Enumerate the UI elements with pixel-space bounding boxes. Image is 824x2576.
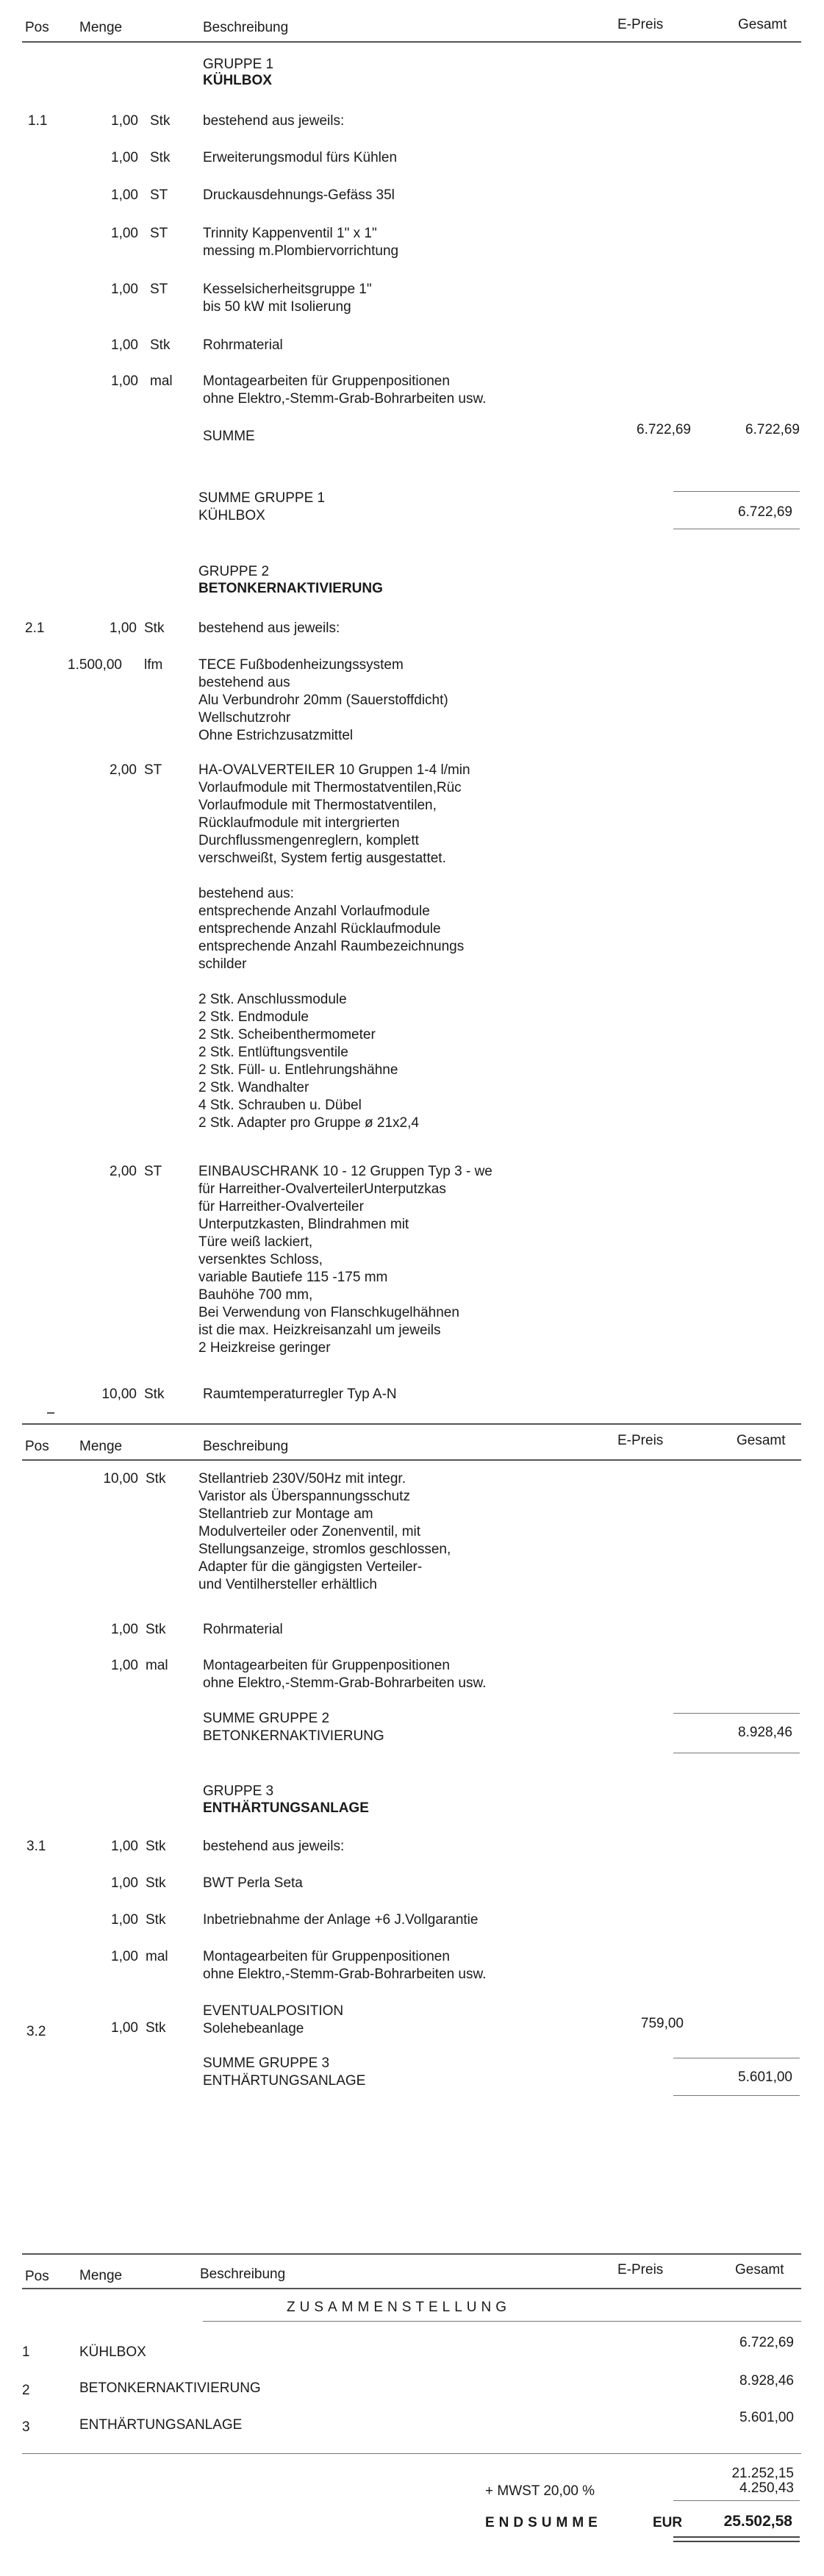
header-menge: Menge [79,1439,123,1454]
quantity: 1,00 [111,373,138,389]
header-gesamt: Gesamt [737,1433,786,1448]
item-description: Trinnity Kappenventil 1" x 1" messing m.Plombiervorrichtung [203,226,399,259]
unit: mal [146,1949,168,1964]
header-beschreibung: Beschreibung [203,1439,289,1454]
unit: Stk [146,1912,166,1928]
item-description: TECE Fußbodenheizungssystem bestehend aus Alu Verbundrohr 20mm (Sauerstoffdicht) Wellschutzrohr Ohne Estrichzusatzmittel [198,657,448,743]
group-name: BETONKERNAKTIVIERUNG [198,581,383,596]
position-number: 1.1 [28,113,48,129]
header-gesamt: Gesamt [738,17,787,32]
group-sum-value: 8.928,46 [738,1725,792,1740]
group-name: ENTHÄRTUNGSANLAGE [203,1800,369,1816]
quantity: 2,00 [110,762,137,778]
page-break-rule [22,2253,801,2255]
group-sum-label: SUMME GRUPPE 2 BETONKERNAKTIVIERUNG [203,1711,384,1744]
item-description: Stellantrieb 230V/50Hz mit integr. Varistor als Überspannungsschutz Stellantrieb zur Montage am Modulverteiler oder Zonenventil, mit Stellungsanzeige, stromlos geschlossen, Adapter für die gängigsten Verteiler- und Ventilhersteller erhältlich [198,1471,451,1592]
summary-rule [22,2453,801,2454]
subtotal-rule [673,491,800,492]
subtotal-rule [673,1713,800,1714]
quantity: 2,00 [110,1164,137,1179]
unit: ST [144,762,162,778]
quantity: 10,00 [103,1471,138,1486]
item-description: BWT Perla Seta [203,1875,303,1891]
header-rule [22,41,801,43]
quantity: 1,00 [111,1912,138,1928]
unit: Stk [150,150,171,165]
group-sum-value: 5.601,00 [738,2069,792,2085]
header-epreis: E-Preis [617,1433,664,1448]
header-rule [22,1459,801,1461]
header-epreis: E-Preis [617,2262,664,2278]
header-menge: Menge [79,2268,123,2283]
unit: ST [150,187,168,203]
summary-row-name: KÜHLBOX [79,2344,146,2360]
item-description: Montagearbeiten für Gruppenpositionen ohne Elektro,-Stemm-Grab-Bohrarbeiten usw. [203,1949,487,1982]
unit: Stk [146,2020,166,2036]
quantity: 1,00 [111,226,138,241]
quantity: 1,00 [111,1839,138,1854]
summary-row-value: 8.928,46 [739,2373,794,2389]
unit: ST [150,282,168,297]
header-gesamt: Gesamt [735,2262,784,2278]
unit-price: 759,00 [640,2016,684,2031]
quantity: 1,00 [111,1622,138,1637]
summary-title-rule [203,2321,801,2322]
position-number: 3.1 [26,1839,46,1854]
grand-total-value: 25.502,58 [723,2513,792,2530]
unit: Stk [146,1471,166,1486]
position-number: 3.2 [26,2024,46,2039]
quantity: 1,00 [111,113,138,129]
item-description: Rohrmaterial [203,337,283,353]
item-description: bestehend aus jeweils: [198,620,340,636]
item-description: Inbetriebnahme der Anlage +6 J.Vollgarantie [203,1912,479,1928]
unit: Stk [146,1839,166,1854]
quantity: 1,00 [111,337,138,353]
summary-row-number: 3 [22,2419,30,2435]
summe-label: SUMME [203,429,255,444]
summary-row-value: 6.722,69 [739,2335,794,2350]
item-description: Kesselsicherheitsgruppe 1" bis 50 kW mit Isolierung [203,282,372,315]
item-description: Montagearbeiten für Gruppenpositionen ohne Elektro,-Stemm-Grab-Bohrarbeiten usw. [203,1658,487,1691]
summary-row-name: BETONKERNAKTIVIERUNG [79,2380,261,2396]
summary-title: ZUSAMMENSTELLUNG [287,2300,512,2315]
grand-total-currency: EUR [653,2515,683,2530]
item-description: Erweiterungsmodul fürs Kühlen [203,150,398,165]
group-sum-value: 6.722,69 [738,504,792,520]
group-sum-label: SUMME GRUPPE 3 ENTHÄRTUNGSANLAGE [203,2056,366,2089]
unit: Stk [150,113,171,129]
unit: Stk [146,1875,166,1891]
header-pos: Pos [25,20,49,35]
item-description: bestehend aus jeweils: [203,1839,345,1854]
quantity: 10,00 [101,1387,137,1402]
grand-total-label: ENDSUMME [485,2515,602,2530]
line-total: 6.722,69 [745,422,800,437]
unit: mal [150,373,173,389]
summary-row-name: ENTHÄRTUNGSANLAGE [79,2417,243,2433]
quantity: 1,00 [111,1658,138,1673]
group-title: GRUPPE 2 [198,564,270,579]
item-description: Raumtemperaturregler Typ A-N [203,1387,397,1402]
vat-value: 4.250,43 [739,2480,794,2496]
unit: lfm [144,657,163,673]
header-menge: Menge [79,20,123,35]
header-rule [22,2288,801,2289]
quantity: 1,00 [111,1949,138,1964]
unit-price: 6.722,69 [637,422,691,437]
quantity: 1,00 [111,187,138,203]
group-title: GRUPPE 3 [203,1783,274,1799]
group-title: GRUPPE 1 [203,57,274,72]
header-pos: Pos [25,1439,49,1454]
item-description: Montagearbeiten für Gruppenpositionen ohne Elektro,-Stemm-Grab-Bohrarbeiten usw. [203,373,487,407]
header-epreis: E-Preis [617,17,664,32]
quantity: 1,00 [111,282,138,297]
item-description: bestehend aus jeweils: [203,113,345,129]
unit: Stk [146,1622,166,1637]
item-description: EINBAUSCHRANK 10 - 12 Gruppen Typ 3 - we für Harreither-OvalverteilerUnterputzkas für Harreither-Ovalverteiler Unterputzkasten, Blindrahmen mit Türe weiß lackiert, versenktes Schloss, variable Bautiefe 115 -175 mm Bauhöhe 700 mm, Bei Verwendung von Flanschkugelhähnen ist die max. Heizkreisanzahl um jeweils 2 Heizkreise geringer [198,1164,492,1356]
group-name: KÜHLBOX [203,73,272,88]
unit: mal [146,1658,168,1673]
item-description: HA-OVALVERTEILER 10 Gruppen 1-4 l/min Vorlaufmodule mit Thermostatventilen,Rüc Vorlaufmodule mit Thermostatventilen, Rücklaufmodule mit intergrierten Durchflussmengenreglern, komplett verschweißt, System fertig ausgestattet. bestehend aus: entsprechende Anzahl Vorlaufmodule entsprechende Anzahl Rücklaufmodule entsprechende Anzahl Raumbezeichnungs schilder 2 Stk. Anschlussmodule 2 Stk. Endmodule 2 Stk. Scheibenthermometer 2 Stk. Entlüftungsventile 2 Stk. Füll- u. Entlehrungshähne 2 Stk. Wandhalter 4 Stk. Schrauben u. Dübel 2 Stk. Adapter pro Gruppe ø 21x2,4 [198,762,470,1131]
item-description: Druckausdehnungs-Gefäss 35l [203,187,395,203]
divider [47,1412,54,1414]
vat-rule [673,2500,800,2501]
position-number: 2.1 [25,620,45,636]
quantity: 1,00 [111,1875,138,1891]
item-description: Rohrmaterial [203,1622,283,1637]
unit: ST [150,226,168,241]
subtotal-rule [673,2095,800,2096]
quantity: 1.500,00 [68,657,122,673]
page-break-rule [22,1423,801,1425]
header-pos: Pos [25,2269,49,2284]
item-description: EVENTUALPOSITION Solehebeanlage [203,2003,344,2036]
unit: Stk [144,1387,165,1402]
header-beschreibung: Beschreibung [200,2266,286,2282]
unit: ST [144,1164,162,1179]
unit: Stk [150,337,171,353]
vat-label: + MWST 20,00 % [485,2483,595,2499]
summary-row-number: 2 [22,2383,30,2398]
quantity: 1,00 [111,150,138,165]
summary-row-number: 1 [22,2344,30,2360]
quantity: 1,00 [111,2020,138,2036]
header-beschreibung: Beschreibung [203,20,289,35]
quantity: 1,00 [110,620,137,636]
grand-total-double-rule [673,2536,800,2542]
unit: Stk [144,620,165,636]
summary-row-value: 5.601,00 [739,2410,794,2425]
subtotal-net: 21.252,15 [731,2466,794,2481]
group-sum-label: SUMME GRUPPE 1 KÜHLBOX [198,490,326,523]
